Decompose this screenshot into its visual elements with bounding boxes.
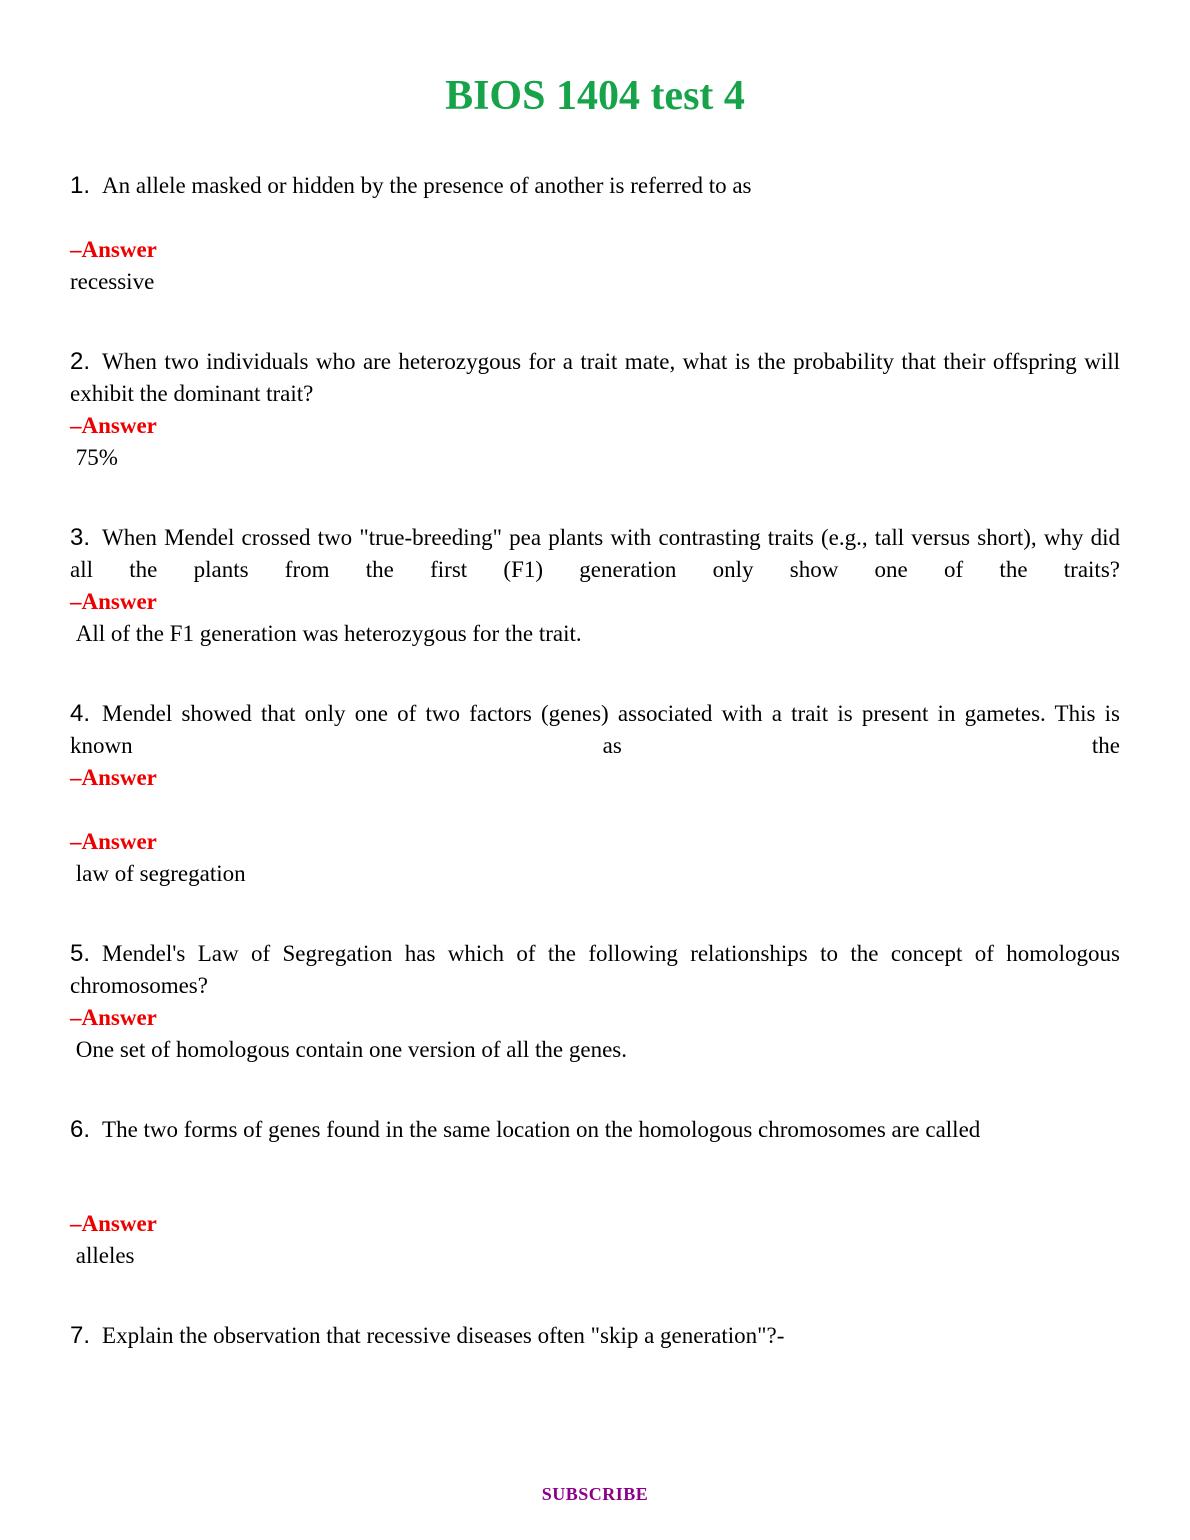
question-text: When Mendel crossed two "true-breeding" pea plants with contrasting traits (e.g., tall versus short), why did all the plants from the first (F1) generation only show one of the traits?: [70, 525, 1120, 582]
question-number: 6.: [70, 1116, 91, 1143]
question-section-4: [70, 698, 1120, 890]
answer-label: –Answer: [70, 589, 157, 614]
question-text: When two individuals who are heterozygous for a trait mate, what is the probability that their offspring will exhibit the dominant trait?: [70, 349, 1120, 406]
question-1: [70, 170, 1120, 202]
page-footer: [0, 1477, 1190, 1510]
answer-text: 75%: [70, 445, 118, 470]
answer-text: recessive: [70, 269, 155, 294]
question-number: 5.: [70, 940, 91, 967]
answer-label: –Answer: [70, 1005, 157, 1030]
question-text: Mendel showed that only one of two factors (genes) associated with a trait is present in gametes. This is known as the: [70, 701, 1120, 758]
question-4: [70, 698, 1120, 762]
question-text: An allele masked or hidden by the presence of another is referred to as: [102, 173, 752, 198]
answer-label: –Answer: [70, 765, 157, 790]
question-section-3: [70, 522, 1120, 650]
answer-label: –Answer: [70, 1211, 157, 1236]
answer-text: One set of homologous contain one version of all the genes.: [70, 1037, 627, 1062]
answer-label: –Answer: [70, 237, 157, 262]
subscribe-link[interactable]: SUBSCRIBE: [541, 1484, 649, 1504]
answer-label: –Answer: [70, 413, 157, 438]
question-2: [70, 346, 1120, 410]
question-text: Explain the observation that recessive diseases often "skip a generation"?-: [102, 1323, 785, 1348]
answer-text: alleles: [70, 1243, 135, 1268]
answer-text: All of the F1 generation was heterozygous for the trait.: [70, 621, 582, 646]
question-section-1: [70, 170, 1120, 298]
answer-text: law of segregation: [70, 861, 246, 886]
page-title: BIOS 1404 test 4: [445, 73, 745, 119]
question-5: [70, 938, 1120, 1002]
question-number: 7.: [70, 1322, 91, 1349]
question-number: 3.: [70, 524, 91, 551]
question-3: [70, 522, 1120, 586]
question-number: 4.: [70, 700, 91, 727]
question-section-7: [70, 1320, 1120, 1352]
question-text: The two forms of genes found in the same location on the homologous chromosomes are called: [102, 1117, 981, 1142]
question-number: 1.: [70, 172, 91, 199]
question-6: [70, 1114, 1120, 1146]
question-section-5: [70, 938, 1120, 1066]
answer-label: –Answer: [70, 829, 157, 854]
question-7: [70, 1320, 1120, 1352]
question-section-2: [70, 346, 1120, 474]
question-text: Mendel's Law of Segregation has which of the following relationships to the concept of homologous chromosomes?: [70, 941, 1120, 998]
question-section-6: [70, 1114, 1120, 1272]
question-number: 2.: [70, 348, 91, 375]
